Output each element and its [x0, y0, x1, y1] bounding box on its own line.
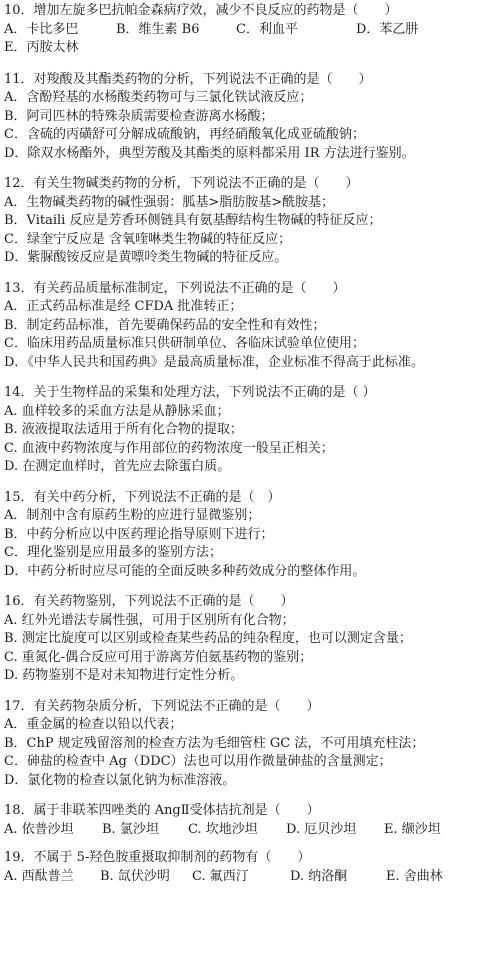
inline-options — [4, 21, 486, 40]
option-e: E. 舍曲林 — [386, 868, 443, 884]
option-a: A．重金属的检查以铅以代表； — [4, 717, 183, 732]
question-stem: 10．增加左旋多巴抗帕金森病疗效，减少不良反应的药物是（ ） — [4, 3, 398, 18]
option-b: B．中药分析应以中医药理论指导原则下进行； — [4, 526, 274, 542]
question-14 — [4, 384, 486, 477]
option-d: D. 纳洛酮 — [290, 868, 348, 884]
option-d: D. 厄贝沙坦 — [286, 821, 357, 837]
option-d: D．氯化物的检查以氯化钠为标准溶液。 — [4, 772, 236, 788]
inline-options — [4, 868, 486, 887]
question-stem: 11．对羧酸及其酯类药物的分析，下列说法不正确的是（ ） — [4, 71, 372, 87]
option-c: C．砷盐的检查中 Ag（DDC）法也可以用作微量砷盐的含量测定； — [4, 754, 392, 769]
option-c: C．理化鉴别是应用最多的鉴别方法； — [4, 545, 222, 560]
option-b: B. 氙伏沙明 — [100, 868, 170, 884]
option-a: A．生物碱类药物的碱性强弱：胍基>脂肪胺基>酰胺基； — [4, 194, 335, 210]
option-e: E. 缬沙坦 — [384, 821, 441, 837]
option-a: A．正式药品标准是经 CFDA 批准转正； — [4, 299, 243, 314]
question-stem: 13．有关药品质量标准制定，下列说法不正确的是（ ） — [4, 280, 346, 296]
option-c: C. 血液中药物浓度与作用部位的药物浓度一般呈正相关； — [4, 440, 334, 456]
question-13 — [4, 280, 486, 373]
question-stem: 18．属于非联苯四唑类的 AngⅡ受体拮抗剂是（ ） — [4, 803, 320, 818]
option-c: C. 坎地沙坦 — [188, 821, 258, 837]
question-16 — [4, 593, 486, 686]
question-stem: 16．有关药物鉴别，下列说法不正确的是（ ） — [4, 594, 294, 609]
question-10 — [4, 2, 486, 58]
option-c: C．临床用药品质量标准只供研制单位、各临床试验单位使用； — [4, 336, 365, 351]
option-c: C. 氟西汀 — [192, 868, 249, 884]
option-b: B．Vitaili 反应是芳香环侧链具有氨基醇结构生物碱的特征反应； — [4, 213, 382, 228]
option-b: B. 液液提取法适用于所有化合物的提取； — [4, 422, 243, 437]
option-b: B．ChP 规定残留溶剂的检查方法为毛细管柱 GC 法，不可用填充柱法； — [4, 735, 425, 751]
option-d: D．苯乙肼 — [356, 21, 419, 37]
question-stem: 15．有关中药分析，下列说法不正确的是（ ） — [4, 489, 281, 505]
option-b: B．维生素 B6 — [116, 21, 200, 37]
option-c: C．含硫的丙磺舒可分解成硫酸钠，再经硝酸氧化成亚硫酸钠； — [4, 127, 365, 142]
option-d: D．《中华人民共和国药典》是最高质量标准，企业标准不得高于此标准。 — [4, 354, 424, 370]
option-a: A．制剂中含有原药生粉的应进行显微鉴别； — [4, 508, 261, 523]
inline-options — [4, 821, 486, 840]
option-a: A. 红外光谱法专属性强，可用于区别所有化合物； — [4, 612, 295, 628]
question-stem: 12．有关生物碱类药物的分析，下列说法不正确的是（ ） — [4, 176, 359, 191]
option-a: A．卡比多巴 — [4, 21, 79, 37]
option-c: C．利血平 — [236, 21, 298, 37]
question-18 — [4, 802, 486, 839]
question-11 — [4, 71, 486, 164]
option-b: B．阿司匹林的特殊杂质需要检查游离水杨酸； — [4, 108, 274, 124]
option-b: B．制定药品标准，首先要确保药品的安全性和有效性； — [4, 317, 326, 333]
option-d: D．中药分析时应尽可能的全面反映多种药效成分的整体作用。 — [4, 563, 366, 579]
question-stem: 14．关于生物样品的采集和处理方法，下列说法不正确的是（ ） — [4, 385, 376, 400]
option-d: D．紫脲酸铵反应是黄嘌呤类生物碱的特征反应。 — [4, 250, 288, 265]
option-a: A. 依普沙坦 — [4, 821, 74, 837]
option-c: C. 重氮化-偶合反应可用于游离芳伯氨基药物的鉴别； — [4, 649, 313, 665]
option-e: E．丙胺太林 — [4, 40, 79, 55]
option-d: D. 药物鉴别不是对未知物进行定性分析。 — [4, 668, 244, 683]
question-15 — [4, 489, 486, 582]
question-stem: 19．不属于 5-羟色胺重摄取抑制剂的药物有（ ） — [4, 850, 311, 865]
option-b: B. 测定比旋度可以区别或检查某些药品的纯杂程度，也可以测定含量； — [4, 631, 412, 646]
question-stem: 17．有关药物杂质分析，下列说法不正确的是（ ） — [4, 698, 320, 714]
option-a: A. 血样较多的采血方法是从静脉采血； — [4, 403, 230, 419]
option-c: C．绿奎宁反应是 含氧喹啉类生物碱的特征反应； — [4, 231, 292, 247]
option-a: A．含酚羟基的水杨酸类药物可与三氯化铁试液反应； — [4, 90, 313, 105]
question-17 — [4, 698, 486, 791]
option-a: A. 西酞普兰 — [4, 868, 74, 884]
question-19 — [4, 849, 486, 886]
option-b: B. 氯沙坦 — [102, 821, 159, 837]
question-12 — [4, 175, 486, 268]
option-d: D．除双水杨酯外，典型芳酸及其酯类的原料都采用 IR 方法进行鉴别。 — [4, 145, 415, 161]
option-d: D. 在测定血样时，首先应去除蛋白质。 — [4, 459, 231, 474]
